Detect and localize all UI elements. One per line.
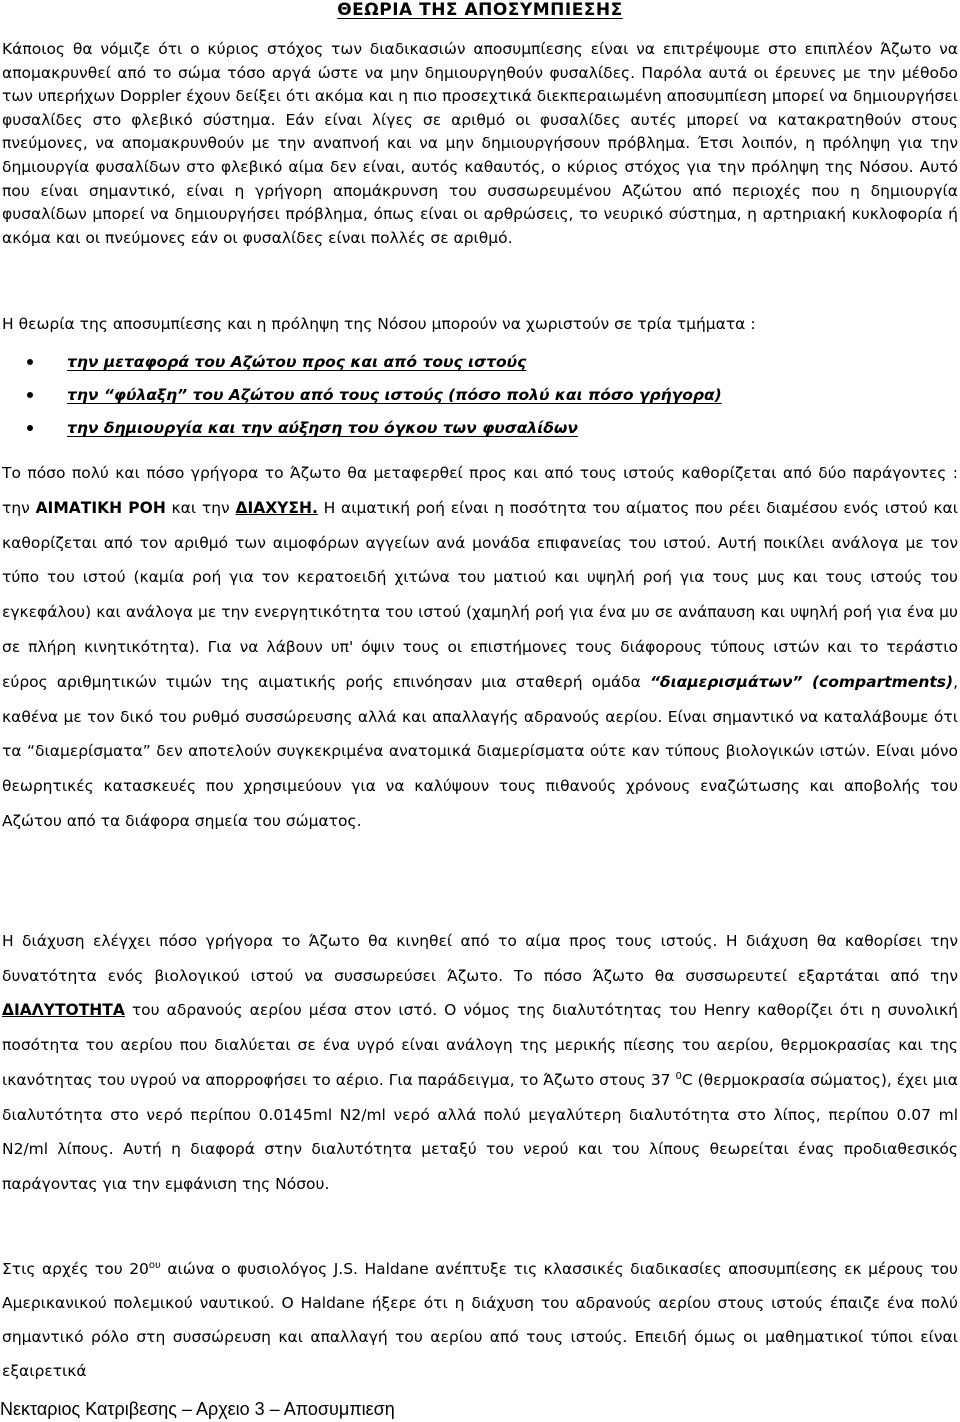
list-item: την δημιουργία και την αύξηση του όγκου των φυσαλίδων — [0, 412, 960, 445]
paragraph-haldane: Στις αρχές του $20^{o\upsilon}$ αιώνα ο φυσιολόγος J.S. Haldane ανέπτυξε τις κλασσικές διαδικασίες αποσυμπίεσης εκ μέρους του Αμερικανικού πολεμικού ναυτικού. Ο Haldane ήξερε ότι η διάχυση του αδρανούς αερίου στους ιστούς έπαιζε ένα πολύ σημαντικό ρόλο στη συσσώρευση και απαλλαγή του αερίου από τους ιστούς. Επειδή όμως οι μαθηματικοί τύποι είναι εξαιρετικά — [2, 1259, 958, 1380]
bold-term-compartments: “διαμερισμάτων” (compartments) — [649, 672, 954, 691]
theory-parts-list — [0, 346, 960, 445]
paragraph-diffusion: Η διάχυση ελέγχει πόσο γρήγορα το Άζωτο θα κινηθεί από το αίμα προς τους ιστούς. Η διάχυση θα καθορίσει την δυνατότητα ενός βιολογικού ιστού να συσσωρεύσει Άζωτο. Το πόσο Άζωτο θα συσσωρευτεί εξαρτάται από την ΔΙΑΛΥΤΟΤΗΤΑ του αδρανούς αερίου μέσα στον ιστό. Ο νόμος της διαλυτότητας του Henry καθορίζει ότι η συνολική ποσότητα του αερίου που διαλύεται σε ένα υγρό είναι ανάλογη της μερικής πίεσης του αερίου, θερμοκρασίας και της ικανότητας του υγρού να απορροφήσει το αέριο. Για παράδειγμα, το Άζωτο στους 37 $^0$C (θερμοκρασία σώματος), έχει μια διαλυτότητα στο νερό περίπου 0.0145ml N2/ml νερό αλλά πολύ μεγαλύτερη διαλυτότητα στο λίπος, περίπου 0.07 ml N2/ml λίπους. Αυτή η διαφορά στην διαλυτότητα μεταξύ του νερού και του λίπους θεωρείται ένας προδιαθεσικός παράγοντας για την εμφάνιση της Νόσου. — [2, 932, 958, 1193]
paragraph-intro: Κάποιος θα νόμιζε ότι ο κύριος στόχος των διαδικασιών αποσυμπίεσης είναι να επιτρέψουμε στο επιπλέον Άζωτο να απομακρυνθεί από το σώμα τόσο αργά ώστε να μην δημιουργηθούν φυσαλίδες. Παρόλα αυτά οι έρευνες με την μέθοδο των υπερήχων Doppler έχουν δείξει ότι ακόμα και η πιο προσεχτικά διεκπεραιωμένη αποσυμπίεση μπορεί να δημιουργήσει φυσαλίδες στο φλεβικό σύστημα. Εάν είναι λίγες σε αριθμό οι φυσαλίδες αυτές μπορεί να κατακρατηθούν στους πνεύμονες, να απομακρυνθούν με την αναπνοή και να μην δημιουργήσουν πρόβλημα. Έτσι λοιπόν, η πρόληψη για την δημιουργία φυσαλίδων στο φλεβικό αίμα δεν είναι, αυτός καθαυτός, ο κύριος στόχος για την πρόληψη της Νόσου. Αυτό που είναι σημαντικό, είναι η γρήγορη απομάκρυνση του συσσωρευμένου Αζώτου από περιοχές που η δημιουργία φυσαλίδων μπορεί να δημιουργήσει πρόβλημα, όπως είναι οι αρθρώσεις, το νευρικό σύστημα, η αρτηριακή κυκλοφορία ή ακόμα και οι πνεύμονες εάν οι φυσαλίδες είναι πολλές σε αριθμό. — [2, 40, 958, 247]
paragraph-theory-parts: Η θεωρία της αποσυμπίεσης και η πρόληψη της Νόσου μπορούν να χωριστούν σε τρία τμήματα : — [2, 315, 756, 333]
bold-term-diffusion: ΔΙΑΧΥΣΗ. — [235, 498, 318, 517]
bold-term-blood-flow: ΑΙΜΑΤΙΚΗ ΡΟΗ — [35, 498, 166, 517]
paragraph-blood-flow: Το πόσο πολύ και πόσο γρήγορα το Άζωτο θα μεταφερθεί προς και από τους ιστούς καθορίζεται από δύο παράγοντες : την ΑΙΜΑΤΙΚΗ ΡΟΗ και την ΔΙΑΧΥΣΗ. Η αιματική ροή είναι η ποσότητα του αίματος που ρέει διαμέσου ενός ιστού και καθορίζεται από τον αριθμό των αιμοφόρων αγγείων ανά μονάδα επιφανείας του ιστού. Αυτή ποικίλει ανάλογα με τον τύπο του ιστού (καμία ροή για τον κερατοειδή χιτώνα του ματιού και υψηλή ροή για τους μυς και τους ιστούς του εγκεφάλου) και ανάλογα με την ενεργητικότητα του ιστού (χαμηλή ροή για ένα μυ σε ανάπαυση και υψηλή ροή για ένα μυ σε πλήρη κινητικότητα). Για να λάβουν υπ' όψιν τους οι επιστήμονες τους διάφορους τύπους ιστών και το τεράστιο εύρος αριθμητικών τιμών της αιματικής ροής επινόησαν μια σταθερή ομάδα “διαμερισμάτων” (compartments), καθένα με τον δικό του ρυθμό συσσώρευσης αλλά και απαλλαγής αδρανούς αερίου. Είναι σημαντικό να καταλάβουμε ότι τα “διαμερίσματα” δεν αποτελούν συγκεκριμένα ανατομικά διαμερίσματα ούτε καν τύπους βιολογικών ιστών. Είναι μόνο θεωρητικές κατασκευές που χρησιμεύουν για να καλύψουν τους πιθανούς χρόνους εναζώτωσης και αποβολής του Αζώτου από τα διάφορα σημεία του σώματος. — [2, 464, 959, 830]
bullet-icon — [27, 425, 33, 431]
superscript-degree: 0 — [675, 1070, 682, 1082]
page-title: ΘΕΩΡΙΑ ΤΗΣ ΑΠΟΣΥΜΠΙΕΣΗΣ — [337, 0, 623, 20]
bullet-icon — [27, 359, 33, 365]
page-footer: Νεκταριος Κατριβεσης – Αρχειο 3 – Αποσυμπιεση — [0, 1399, 395, 1419]
list-item: την “φύλαξη” του Αζώτου από τους ιστούς (πόσο πολύ και πόσο γρήγορα) — [0, 379, 960, 412]
bullet-icon — [27, 392, 33, 398]
list-item: την μεταφορά του Αζώτου προς και από τους ιστούς — [0, 346, 960, 379]
bold-term-solubility: ΔΙΑΛΥΤΟΤΗΤΑ — [2, 1001, 125, 1020]
superscript-ordinal: ου — [148, 1259, 161, 1271]
